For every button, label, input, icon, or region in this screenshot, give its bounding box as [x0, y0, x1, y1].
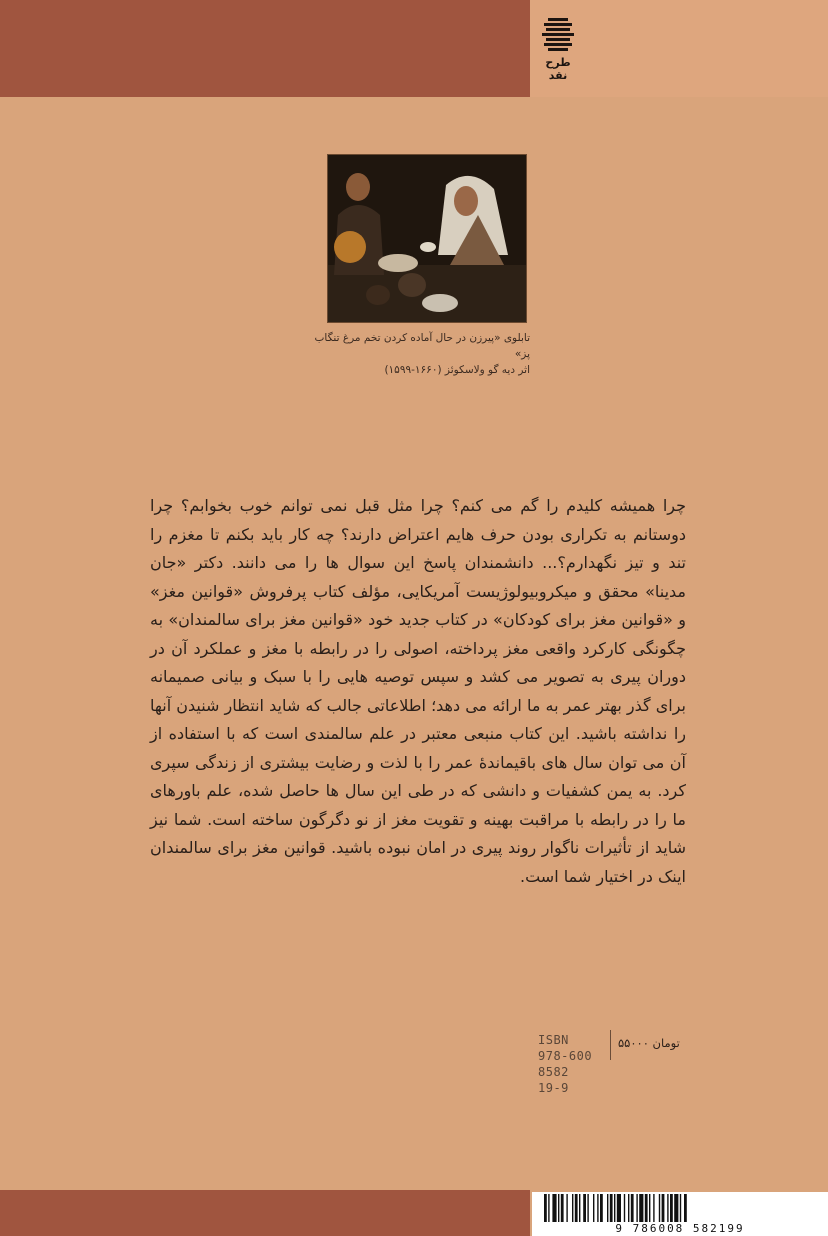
isbn-line2: 8582 — [538, 1065, 569, 1079]
barcode-bar — [561, 1194, 564, 1222]
barcode-bar — [583, 1194, 586, 1222]
publisher-emblem-icon — [536, 14, 580, 54]
barcode-bar — [610, 1194, 613, 1222]
barcode-bar — [645, 1194, 648, 1222]
barcode-digits: 9 786008 582199 — [615, 1222, 745, 1235]
barcode-bar — [674, 1194, 678, 1222]
barcode-bar — [662, 1194, 665, 1222]
barcode-bar — [566, 1194, 567, 1222]
price-label: ۵۵۰۰۰ تومان — [618, 1036, 680, 1050]
barcode-bar — [653, 1194, 654, 1222]
barcode-bar — [614, 1194, 615, 1222]
barcode-bar — [544, 1194, 547, 1222]
barcode-bar — [659, 1194, 660, 1222]
painting-image — [328, 155, 526, 322]
barcode — [532, 1192, 828, 1236]
barcode-bar — [624, 1194, 625, 1222]
barcode-bar — [597, 1194, 598, 1222]
barcode-bar — [575, 1194, 578, 1222]
barcode-bar — [587, 1194, 588, 1222]
barcode-bar — [667, 1194, 668, 1222]
barcode-bar — [552, 1194, 556, 1222]
barcode-bar — [680, 1194, 681, 1222]
isbn-line1: 978-600 — [538, 1049, 593, 1063]
barcode-bar — [579, 1194, 580, 1222]
barcode-bar — [684, 1194, 687, 1222]
publisher-name — [536, 56, 580, 82]
barcode-bar — [631, 1194, 634, 1222]
caption-line1: تابلوی «پیرزن در حال آماده کردن تخم مرغ تنگاب پز» — [314, 332, 530, 360]
barcode-bar — [600, 1194, 603, 1222]
barcode-bar — [649, 1194, 650, 1222]
barcode-bar — [636, 1194, 637, 1222]
top-color-band — [0, 0, 530, 97]
publisher-name-line2: نقد — [548, 69, 568, 82]
publisher-logo — [536, 14, 580, 88]
barcode-bar — [617, 1194, 621, 1222]
barcode-bar — [548, 1194, 549, 1222]
barcode-bars-icon — [540, 1194, 820, 1222]
caption-line2: اثر دیه گو ولاسکوئز (۱۶۶۰-۱۵۹۹) — [384, 364, 530, 376]
barcode-bar — [558, 1194, 559, 1222]
barcode-bar — [593, 1194, 594, 1222]
barcode-bar — [607, 1194, 608, 1222]
barcode-bar — [639, 1194, 643, 1222]
cover-painting — [328, 155, 526, 322]
bottom-color-band — [0, 1190, 530, 1236]
barcode-bar — [670, 1194, 673, 1222]
barcode-bar — [628, 1194, 629, 1222]
isbn-label: ISBN — [538, 1033, 569, 1047]
back-cover-blurb: چرا همیشه کلیدم را گم می کنم؟ چرا مثل قبل نمی توانم خوب بخوابم؟ چرا دوستانم به تکراری بودن حرف هایم اعتراض دارند؟ چه کار باید بکنم تا مغزم را تند و تیز نگهدارم؟... دانشمندان پاسخ این سوال ها را می دانند. دکتر «جان مدینا» محقق و میکروبیولوژیست آمریکایی، مؤلف کتاب پرفروش «قوانین مغز» و «قوانین مغز برای کودکان» در کتاب جدید خود «قوانین مغز برای سالمندان» به چگونگی کارکرد واقعی مغز پرداخته، اصولی را در رابطه با مغز و عملکرد آن در دوران پیری به تصویر می کشد و سپس توصیه هایی را با سبک و بیانی صمیمانه برای گذر بهتر عمر به ما ارائه می دهد؛ اطلاعاتی جالب که شاید انتظار شنیدن آنها را نداشته باشید. این کتاب منبعی معتبر در علم سالمندی است که با استفاده از آن می توان سال های باقیماندهٔ عمر را با لذت و رضایت بیشتری از زندگی سپری کرد. به یمن کشفیات و دانشی که در طی این سال ها حاصل شده، علم باورهای ما را در رابطه با مراقبت بهینه و تقویت مغز از نو دگرگون ساخته است. شما نیز شاید از تأثیرات ناگوار روند پیری در امان نبوده باشید. قوانین مغز برای سالمندان اینک در اختیار شما است. — [150, 496, 686, 886]
barcode-bar — [572, 1194, 573, 1222]
painting-caption — [300, 330, 530, 378]
publisher-name-line1: طرح — [545, 56, 571, 69]
isbn-line3: 19-9 — [538, 1081, 569, 1095]
isbn-block — [538, 1032, 608, 1096]
